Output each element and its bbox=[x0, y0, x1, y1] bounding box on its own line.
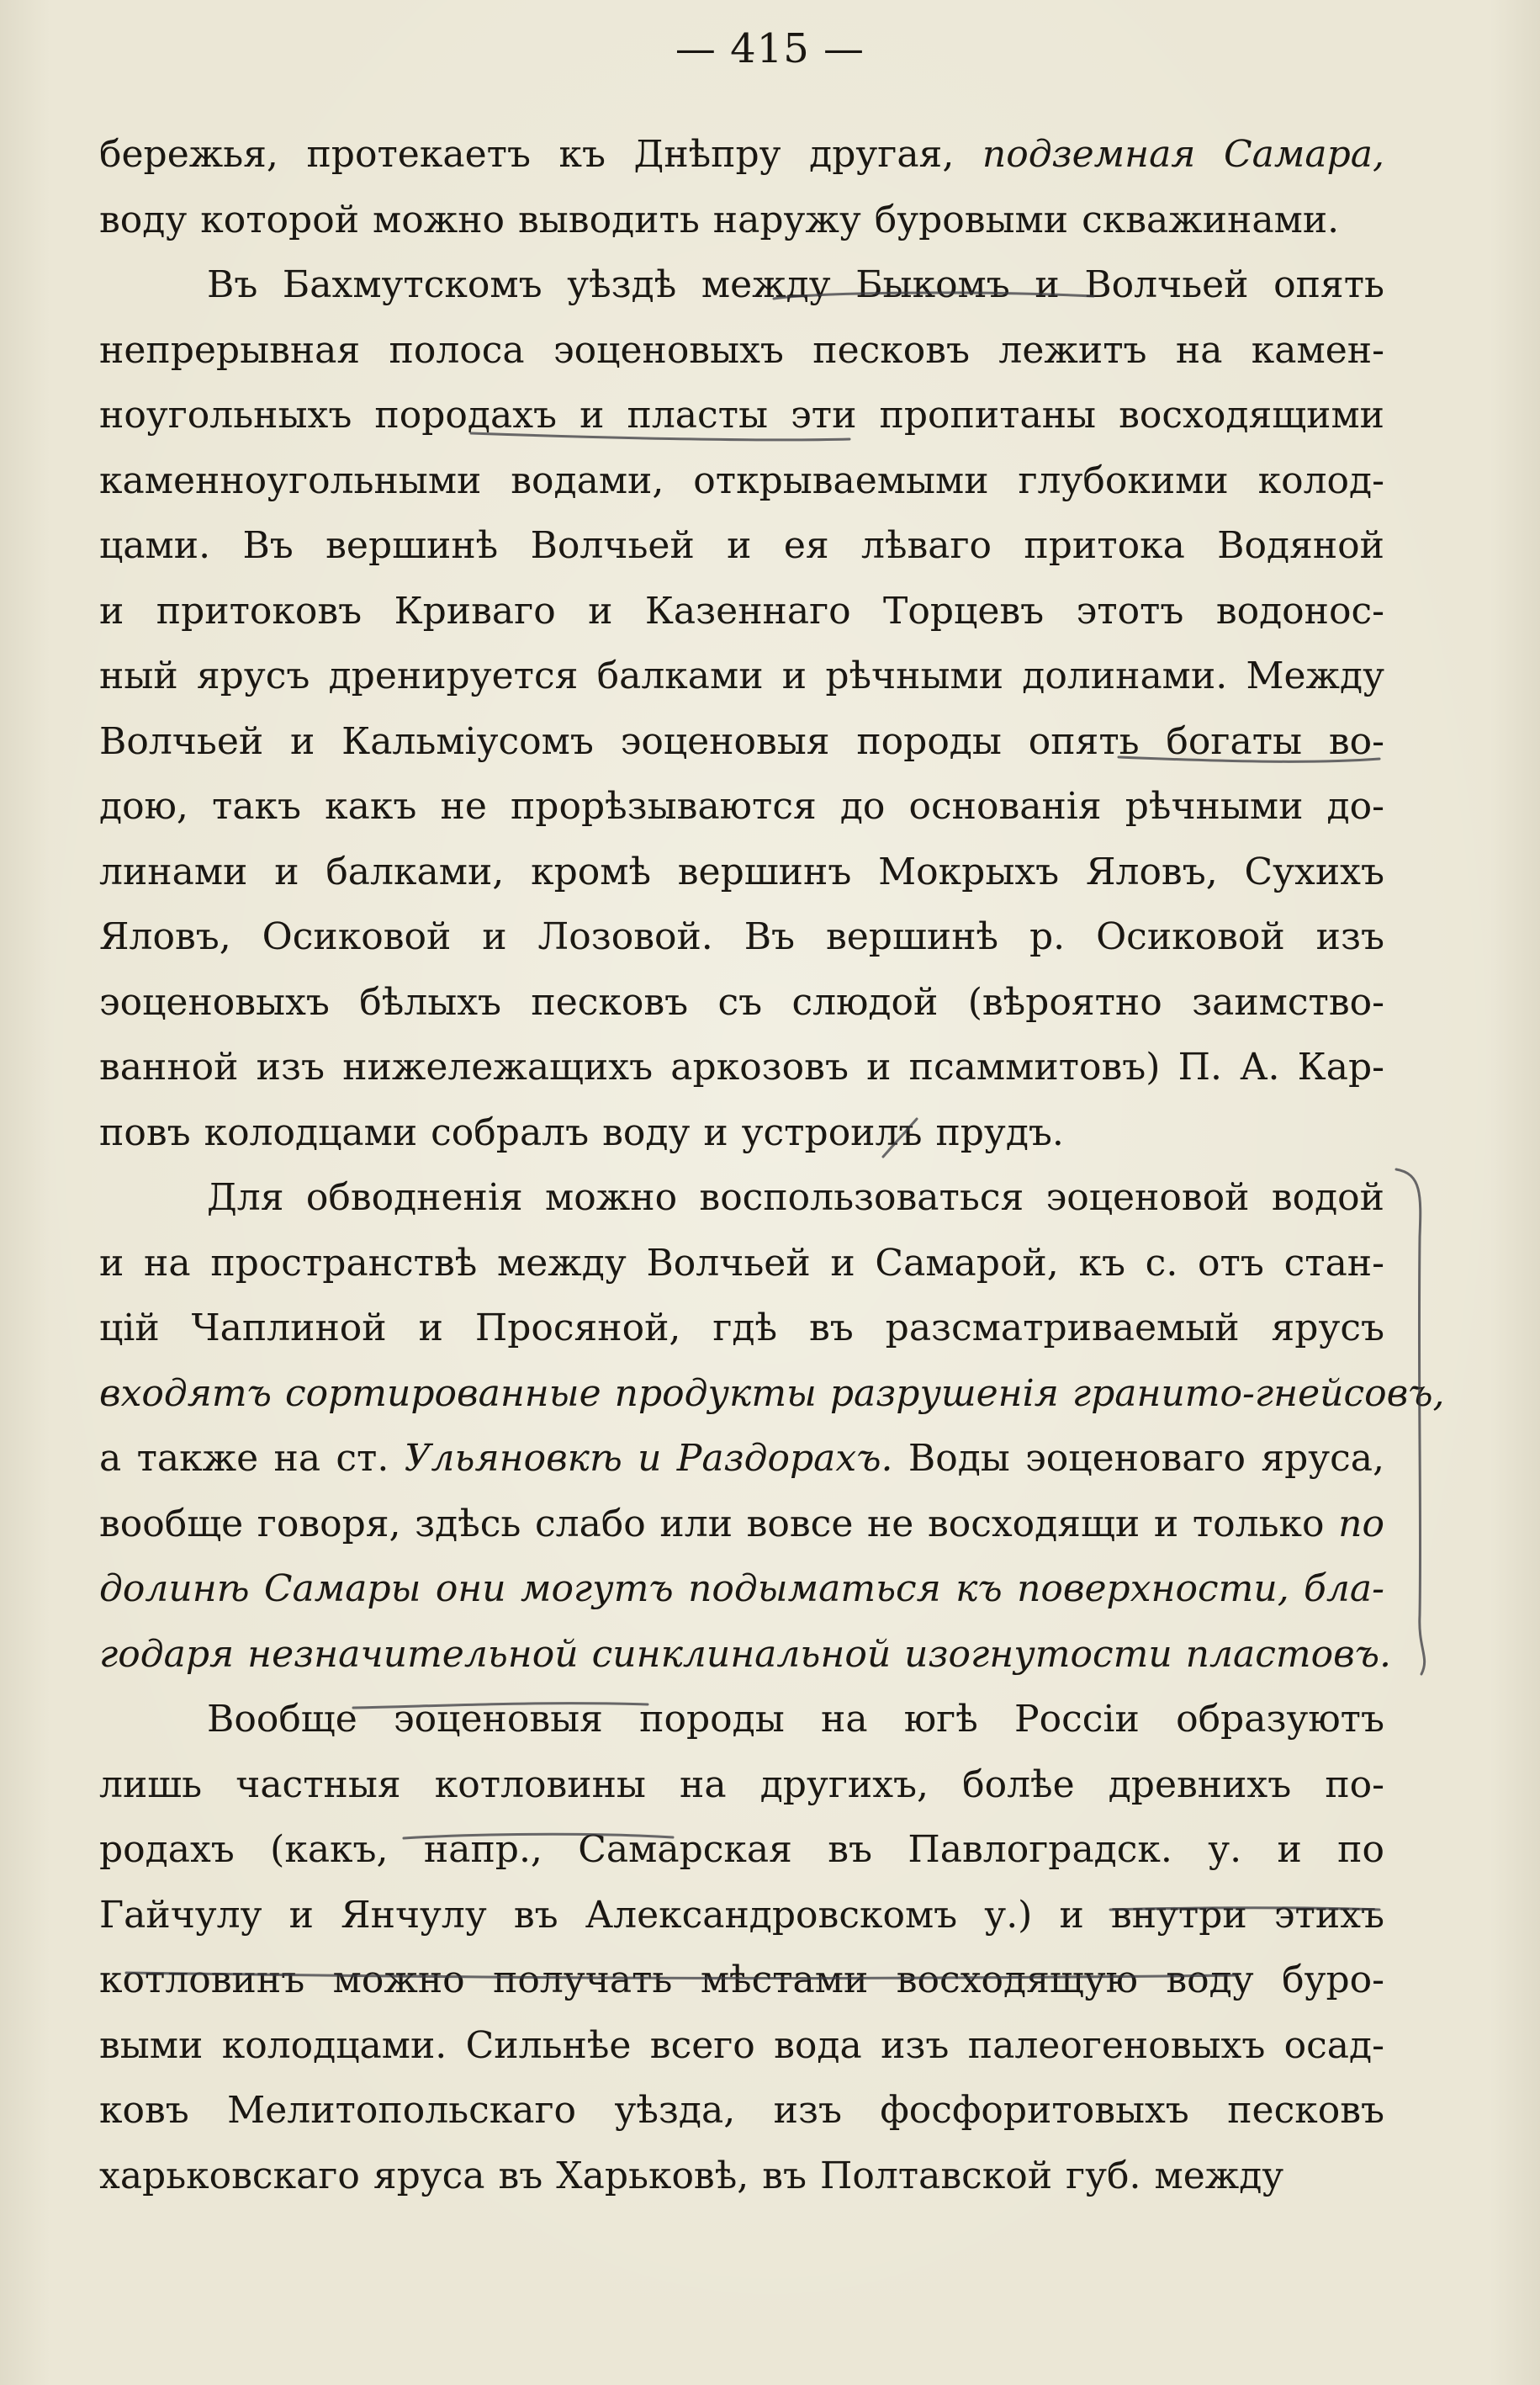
text-run: Воды эоценоваго яруса, bbox=[892, 1437, 1384, 1480]
text-run: Яловъ, Осиковой и Лозовой. Въ вершинѣ р. Осиковой изъ bbox=[99, 915, 1384, 958]
text-line bbox=[99, 1817, 1384, 1883]
text-line bbox=[99, 448, 1384, 514]
italic-text: годаря незначительной синклинальной изогнутости пластовъ. bbox=[99, 1632, 1392, 1676]
text-line bbox=[99, 122, 1384, 188]
italic-text: подземная Самара, bbox=[982, 133, 1384, 176]
text-run: цій Чаплиной и Просяной, гдѣ въ разсматриваемый ярусъ bbox=[99, 1306, 1384, 1349]
text-line bbox=[99, 383, 1384, 448]
text-line bbox=[99, 2144, 1384, 2209]
italic-text: входятъ сортированные продукты разрушенія гранито-гнейсовъ, bbox=[99, 1371, 1445, 1415]
text-run: эоценовыхъ бѣлыхъ песковъ съ слюдой (вѣроятно заимство- bbox=[99, 980, 1384, 1024]
paragraph bbox=[99, 122, 1384, 252]
text-run: каменноугольными водами, открываемыми глубокими колод- bbox=[99, 458, 1384, 502]
text-run: Гайчулу и Янчулу въ Александровскомъ у.) и внутри этихъ bbox=[99, 1893, 1384, 1937]
text-line bbox=[99, 1361, 1445, 1427]
text-line bbox=[99, 840, 1384, 905]
text-line bbox=[99, 1231, 1384, 1296]
text-run: бережья, протекаетъ къ Днѣпру другая, bbox=[99, 133, 982, 176]
text-run: воду которой можно выводить наружу буровыми скважинами. bbox=[99, 198, 1340, 241]
text-run: Вообще эоценовыя породы на югѣ Россіи образуютъ bbox=[207, 1698, 1384, 1741]
text-line bbox=[99, 904, 1384, 970]
text-run: цами. Въ вершинѣ Волчьей и ея лѣваго притока Водяной bbox=[99, 524, 1384, 567]
text-run: выми колодцами. Сильнѣе всего вода изъ палеогеновыхъ осад- bbox=[99, 2023, 1384, 2067]
text-run: Въ Бахмутскомъ уѣздѣ между Быкомъ и Волчьей опять bbox=[207, 263, 1384, 306]
text-line bbox=[99, 579, 1384, 644]
paragraph bbox=[99, 252, 1384, 1165]
text-line bbox=[99, 2013, 1384, 2079]
text-line bbox=[99, 1687, 1384, 1752]
text-run: ный ярусъ дренируется балками и рѣчными долинами. Между bbox=[99, 655, 1384, 697]
page-number: — 415 — bbox=[675, 25, 865, 72]
text-line bbox=[99, 318, 1384, 384]
text-line bbox=[99, 970, 1384, 1036]
text-run: повъ колодцами собралъ воду и устроилъ прудъ. bbox=[99, 1110, 1064, 1154]
text-line bbox=[99, 774, 1384, 840]
italic-text: Ульяновкѣ и Раздорахъ. bbox=[404, 1437, 893, 1480]
text-run: непрерывная полоса эоценовыхъ песковъ лежитъ на камен- bbox=[99, 328, 1384, 372]
text-line bbox=[99, 1556, 1384, 1622]
text-run: Волчьей и Кальміусомъ эоценовыя породы опять богаты во- bbox=[99, 719, 1384, 763]
text-line bbox=[99, 1492, 1384, 1557]
text-run: линами и балками, кромѣ вершинъ Мокрыхъ Яловъ, Сухихъ bbox=[99, 850, 1384, 893]
body-text bbox=[99, 122, 1445, 2208]
text-line bbox=[99, 1035, 1384, 1100]
text-line bbox=[99, 252, 1384, 318]
text-line bbox=[99, 1100, 1384, 1166]
text-run: ванной изъ нижележащихъ аркозовъ и псаммитовъ) П. А. Кар- bbox=[99, 1046, 1384, 1089]
text-run: котловинъ можно получать мѣстами восходящую воду буро- bbox=[99, 1958, 1384, 2001]
text-line bbox=[99, 1426, 1384, 1492]
italic-text: долинѣ Самары они могутъ подыматься къ поверхности, бла- bbox=[99, 1567, 1384, 1610]
paragraph bbox=[99, 1687, 1384, 2208]
text-line bbox=[99, 188, 1384, 253]
text-run: харьковскаго яруса въ Харьковѣ, въ Полтавской губ. между bbox=[99, 2154, 1284, 2197]
text-line bbox=[99, 513, 1384, 579]
text-line bbox=[99, 1165, 1384, 1231]
text-run: дою, такъ какъ не прорѣзываются до основанія рѣчными до- bbox=[99, 785, 1384, 828]
pencil-bracket bbox=[1396, 1169, 1425, 1674]
text-line bbox=[99, 1622, 1392, 1688]
text-run: Для обводненія можно воспользоваться эоценовой водой bbox=[207, 1176, 1384, 1219]
text-line bbox=[99, 1752, 1384, 1818]
text-run: и на пространствѣ между Волчьей и Самарой, къ с. отъ стан- bbox=[99, 1241, 1384, 1285]
text-run: и притоковъ Криваго и Казеннаго Торцевъ этотъ водонос- bbox=[99, 589, 1384, 633]
text-run: ковъ Мелитопольскаго уѣзда, изъ фосфоритовыхъ песковъ bbox=[99, 2089, 1384, 2132]
italic-text: по bbox=[1338, 1502, 1384, 1545]
text-line bbox=[99, 644, 1384, 709]
text-run: родахъ (какъ, напр., Самарская въ Павлоградск. у. и по bbox=[99, 1828, 1384, 1871]
text-line bbox=[99, 1883, 1384, 1948]
text-line bbox=[99, 2078, 1384, 2144]
text-run: вообще говоря, здѣсь слабо или вовсе не восходящи и только bbox=[99, 1502, 1339, 1545]
text-run: лишь частныя котловины на другихъ, болѣе древнихъ по- bbox=[99, 1762, 1384, 1806]
text-run: ноугольныхъ породахъ и пласты эти пропитаны восходящими bbox=[99, 394, 1384, 437]
text-line bbox=[99, 1296, 1384, 1361]
text-line bbox=[99, 709, 1384, 775]
text-run: а также на ст. bbox=[99, 1437, 405, 1480]
text-line bbox=[99, 1948, 1384, 2013]
paragraph bbox=[99, 1165, 1445, 1687]
